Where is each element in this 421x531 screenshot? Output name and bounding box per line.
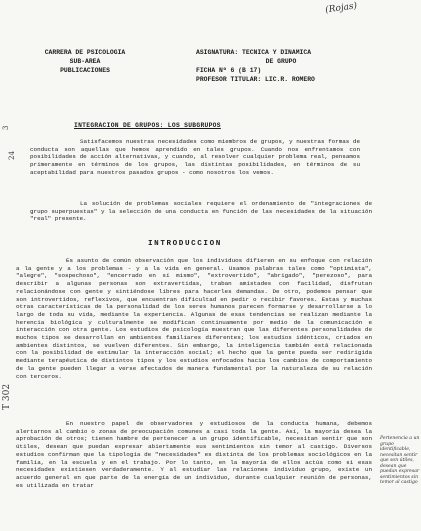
subject-line: ASIGNATURA: TECNICA Y DINAMICA (196, 49, 312, 56)
subject-line-2: DE GRUPO (265, 58, 297, 65)
margin-handwritten-note: Pertenencia a un grupo identificable, necesitan sentir que son útiles, desean que puedan expresar sentimientos sin temor al castigo (380, 436, 420, 485)
subarea-line: SUB-AREA (69, 58, 101, 65)
paragraph-4: En nuestro papel de observadores y estudiosos de la conducta humana, debemos alertarnos al cambio o zonas de preocupación comunes a casi toda la gente. Así, la mayoría desea la aprobación de otros; tienen hambre de pertenecer a un grupo identificable, necesitan sentir que son útiles, desean que puedan expresar abiertamente sus sentimientos sin temor al castigo. Diversos estudios confirman que la tipología de "necesidades" es distinta de los problemas sociológicos en la familia, en la escuela y en el trabajo. Por lo tanto, en la mayoría de ellos actúa como si esas necesidades existiesen verdaderamente. Y al estudiar las relaciones individuo grupo, existe un acuerdo general en que parte de la energía de un individuo, durante cualquier reunión de personas, es utilizada en tratar (16, 420, 372, 489)
margin-annotation-mid: 24 (8, 151, 16, 160)
paragraph-1: Satisfacemos nuestras necesidades como miembros de grupos, y nuestras formas de conducta son aquellas que hemos aprendido en tales grupos. Cuando nos enfrentamos con posibilidades de acción alternativas, y cuando, al resolver cualquier problema real, pensamos primeramente en términos de los grupos, las distintas posibilidades, en términos de su aceptabilidad para nuestros pasados grupos - como nosotros los vemos. (30, 138, 360, 176)
handwritten-scrawl: (Rojas) (324, 1, 358, 16)
career-line: CARRERA DE PSICOLOGIA (44, 49, 126, 56)
margin-annotation-top: 3 (2, 125, 10, 130)
course-header (196, 48, 366, 84)
publications-line: PUBLICACIONES (60, 67, 110, 74)
institution-header (20, 48, 150, 75)
section-title: INTEGRACION DE GRUPOS: LOS SUBGRUPOS (74, 122, 221, 129)
introduction-title: INTRODUCCION (148, 240, 222, 248)
professor-line: PROFESOR TITULAR: LIC.R. ROMERO (196, 76, 315, 83)
paragraph-3: Es asunto de común observación que los individuos difieren en su enfoque con relación a la gente y a los problemas - y a la vida en general. Usamos palabras tales como "optimista", "alegre", "sospechoso", "encerrado en sí mismo", "extrovertido", "abrigado", "perezoso", para describir a algunas personas son extravertidas, traban amistades con facilidad, disfrutan relacionándose con gente y sintiéndose libres para hacerles demandas. De otro, podemos pensar que son introvertidos, reflexivos, que encuentran dificultad en pedir o recibir favores. Estas y muchas otras características de la personalidad de los seres humanos parecen formarse y desarrollarse a lo largo de toda su vida, mediante la experiencia. Algunas de esas tendencias se realizan mediante la herencia biológica y culturalmente se modifican continuamente por medio de la comunicación e interacción con otra gente. Los estudios de psicología muestran que las diferentes personalidades de muchos tipos se desarrollan en ambientes familiares diferentes; los estudios idénticos, criados en ambientes distintos, se vuelven diferentes. Sin embargo, la inteligencia también está relacionada con la posibilidad de estimular la interacción social; el hecho que la gente pueda ser redirigida mediante terapéutica de distintos tipos y los estudios enfocados hacia los cambios de comportamiento de la gente pueden llegar a verse afectados de manera fundamental por la naturaleza de su relación con terceros. (16, 257, 372, 380)
margin-annotation-bottom: T 302 (2, 383, 12, 410)
ficha-line: FICHA Nº 6 (B 17) (196, 67, 262, 74)
paragraph-2: La solución de problemas sociales requiere el ordenamiento de "integraciones de grupo superpuestas" y la selección de una conducta en función de las necesidades de la situación "real" presente. (30, 200, 372, 223)
